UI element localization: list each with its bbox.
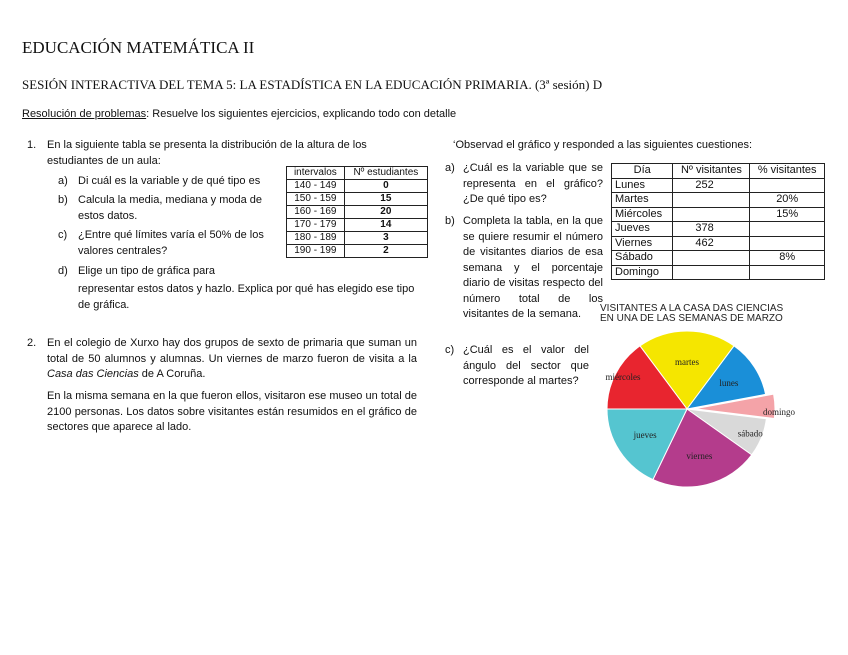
ex1-item-b-letter: b) <box>58 194 68 206</box>
day-cell: Viernes <box>612 236 673 251</box>
visitors-cell[interactable] <box>673 193 750 208</box>
percent-cell[interactable] <box>750 265 825 280</box>
pie-label-jueves: jueves <box>633 429 657 440</box>
visitors-cell[interactable] <box>673 251 750 266</box>
ex1-item-d: Elige un tipo de gráfica para <box>78 265 215 277</box>
session-subtitle: SESIÓN INTERACTIVA DEL TEMA 5: LA ESTADÍSTICA EN LA EDUCACIÓN PRIMARIA. (3ª sesión) D <box>22 77 603 92</box>
ex2-paragraph-1 <box>47 336 417 383</box>
percent-cell[interactable] <box>750 222 825 237</box>
qc-letter: c) <box>445 344 455 356</box>
chart-title-line2: EN UNA DE LAS SEMANAS DE MARZO <box>600 313 783 324</box>
ex1-number: 1. <box>27 139 37 151</box>
ex1-item-d-letter: d) <box>58 265 68 277</box>
ex2-p1-text: En el colegio de Xurxo hay dos grupos de sexto de primaria que suman un total de 50 alumnos y alumnas. Un viernes de marzo fueron de visita a la <box>47 337 417 365</box>
document-title: EDUCACIÓN MATEMÁTICA II <box>22 38 255 57</box>
table-row <box>612 222 825 237</box>
percent-cell[interactable]: 20% <box>750 193 825 208</box>
table-row <box>612 265 825 280</box>
pie-label-sábado: sábado <box>737 428 763 439</box>
ex2-paragraph-2: En la misma semana en la que fueron ellos, visitaron ese museo un total de 2100 personas. Los datos sobre visitantes están resumidos en el gráfico de sectores que aparece al lado. <box>47 390 417 433</box>
visitors-cell[interactable]: 252 <box>673 178 750 193</box>
instructions-label: Resolución de problemas <box>22 108 147 120</box>
interval-cell: 140 - 149 <box>287 180 345 193</box>
table-row <box>287 232 428 245</box>
ex1-item-d-continued: representar estos datos y hazlo. Explica por qué has elegido ese tipo de gráfica. <box>78 283 415 311</box>
chart-title <box>600 304 783 324</box>
count-cell: 3 <box>344 232 427 245</box>
visitors-header-day: Día <box>612 164 673 179</box>
ex1-item-a-letter: a) <box>58 175 68 187</box>
museum-name: Casa das Ciencias <box>47 368 139 380</box>
heights-header-students: Nº estudiantes <box>344 167 427 180</box>
count-cell: 20 <box>344 206 427 219</box>
percent-cell[interactable]: 15% <box>750 207 825 222</box>
table-row <box>612 193 825 208</box>
interval-cell: 170 - 179 <box>287 219 345 232</box>
visitors-table <box>611 163 825 280</box>
question-b: Completa la tabla, en la que se quiere resumir el número de visitantes diarios de esa semana y el porcentaje diario de visitas respecto del número total de los visitantes de la semana. <box>463 215 603 320</box>
ex1-item-b: Calcula la media, mediana y moda de estos datos. <box>78 194 263 222</box>
pie-label-martes: martes <box>675 357 699 368</box>
table-row <box>287 219 428 232</box>
ex1-item-a: Di cuál es la variable y de qué tipo es <box>78 175 261 187</box>
interval-cell: 160 - 169 <box>287 206 345 219</box>
pie-label-viernes: viernes <box>686 450 713 461</box>
day-cell: Sábado <box>612 251 673 266</box>
qb-letter: b) <box>445 215 455 227</box>
table-row <box>612 178 825 193</box>
ex1-intro-line1: En la siguiente tabla se presenta la distribución de la altura de los <box>47 139 367 151</box>
table-row <box>287 180 428 193</box>
question-a: ¿Cuál es la variable que se representa en el gráfico? ¿De qué tipo es? <box>463 162 603 205</box>
table-row <box>612 251 825 266</box>
table-row <box>612 236 825 251</box>
qa-letter: a) <box>445 162 455 174</box>
percent-cell[interactable] <box>750 236 825 251</box>
instructions-line <box>22 108 456 120</box>
interval-cell: 150 - 159 <box>287 193 345 206</box>
ex1-item-c-letter: c) <box>58 229 68 241</box>
percent-cell[interactable] <box>750 178 825 193</box>
visitors-cell[interactable]: 462 <box>673 236 750 251</box>
count-cell: 2 <box>344 245 427 258</box>
pie-label-lunes: lunes <box>719 378 739 389</box>
visitors-cell[interactable]: 378 <box>673 222 750 237</box>
ex2-number: 2. <box>27 337 37 349</box>
heights-table <box>286 166 428 258</box>
table-row <box>287 245 428 258</box>
table-row <box>612 207 825 222</box>
day-cell: Miércoles <box>612 207 673 222</box>
pie-label-domingo: domingo <box>762 407 796 417</box>
ex1-item-c: ¿Entre qué límites varía el 50% de los valores centrales? <box>78 229 264 257</box>
question-c: ¿Cuál es el valor del ángulo del sector que corresponde al martes? <box>463 344 589 387</box>
heights-header-intervals: intervalos <box>287 167 345 180</box>
table-row <box>287 193 428 206</box>
interval-cell: 190 - 199 <box>287 245 345 258</box>
count-cell: 14 <box>344 219 427 232</box>
table-row <box>287 206 428 219</box>
visitors-cell[interactable] <box>673 265 750 280</box>
count-cell: 0 <box>344 180 427 193</box>
instructions-text: : Resuelve los siguientes ejercicios, explicando todo con detalle <box>146 108 457 120</box>
ex1-intro-line2: estudiantes de un aula: <box>47 155 161 167</box>
percent-cell[interactable]: 8% <box>750 251 825 266</box>
interval-cell: 180 - 189 <box>287 232 345 245</box>
ex2-p1-end: de A Coruña. <box>138 368 206 380</box>
day-cell: Martes <box>612 193 673 208</box>
visitors-header-percent: % visitantes <box>750 164 825 179</box>
day-cell: Jueves <box>612 222 673 237</box>
visitors-pie-chart <box>590 330 796 495</box>
day-cell: Lunes <box>612 178 673 193</box>
right-intro: ‘Observad el gráfico y responded a las siguientes cuestiones: <box>453 139 753 151</box>
day-cell: Domingo <box>612 265 673 280</box>
visitors-header-count: Nº visitantes <box>673 164 750 179</box>
count-cell: 15 <box>344 193 427 206</box>
pie-label-miércoles: miércoles <box>605 372 641 382</box>
chart-title-line1: VISITANTES A LA CASA DAS CIENCIAS <box>600 303 784 314</box>
visitors-cell[interactable] <box>673 207 750 222</box>
